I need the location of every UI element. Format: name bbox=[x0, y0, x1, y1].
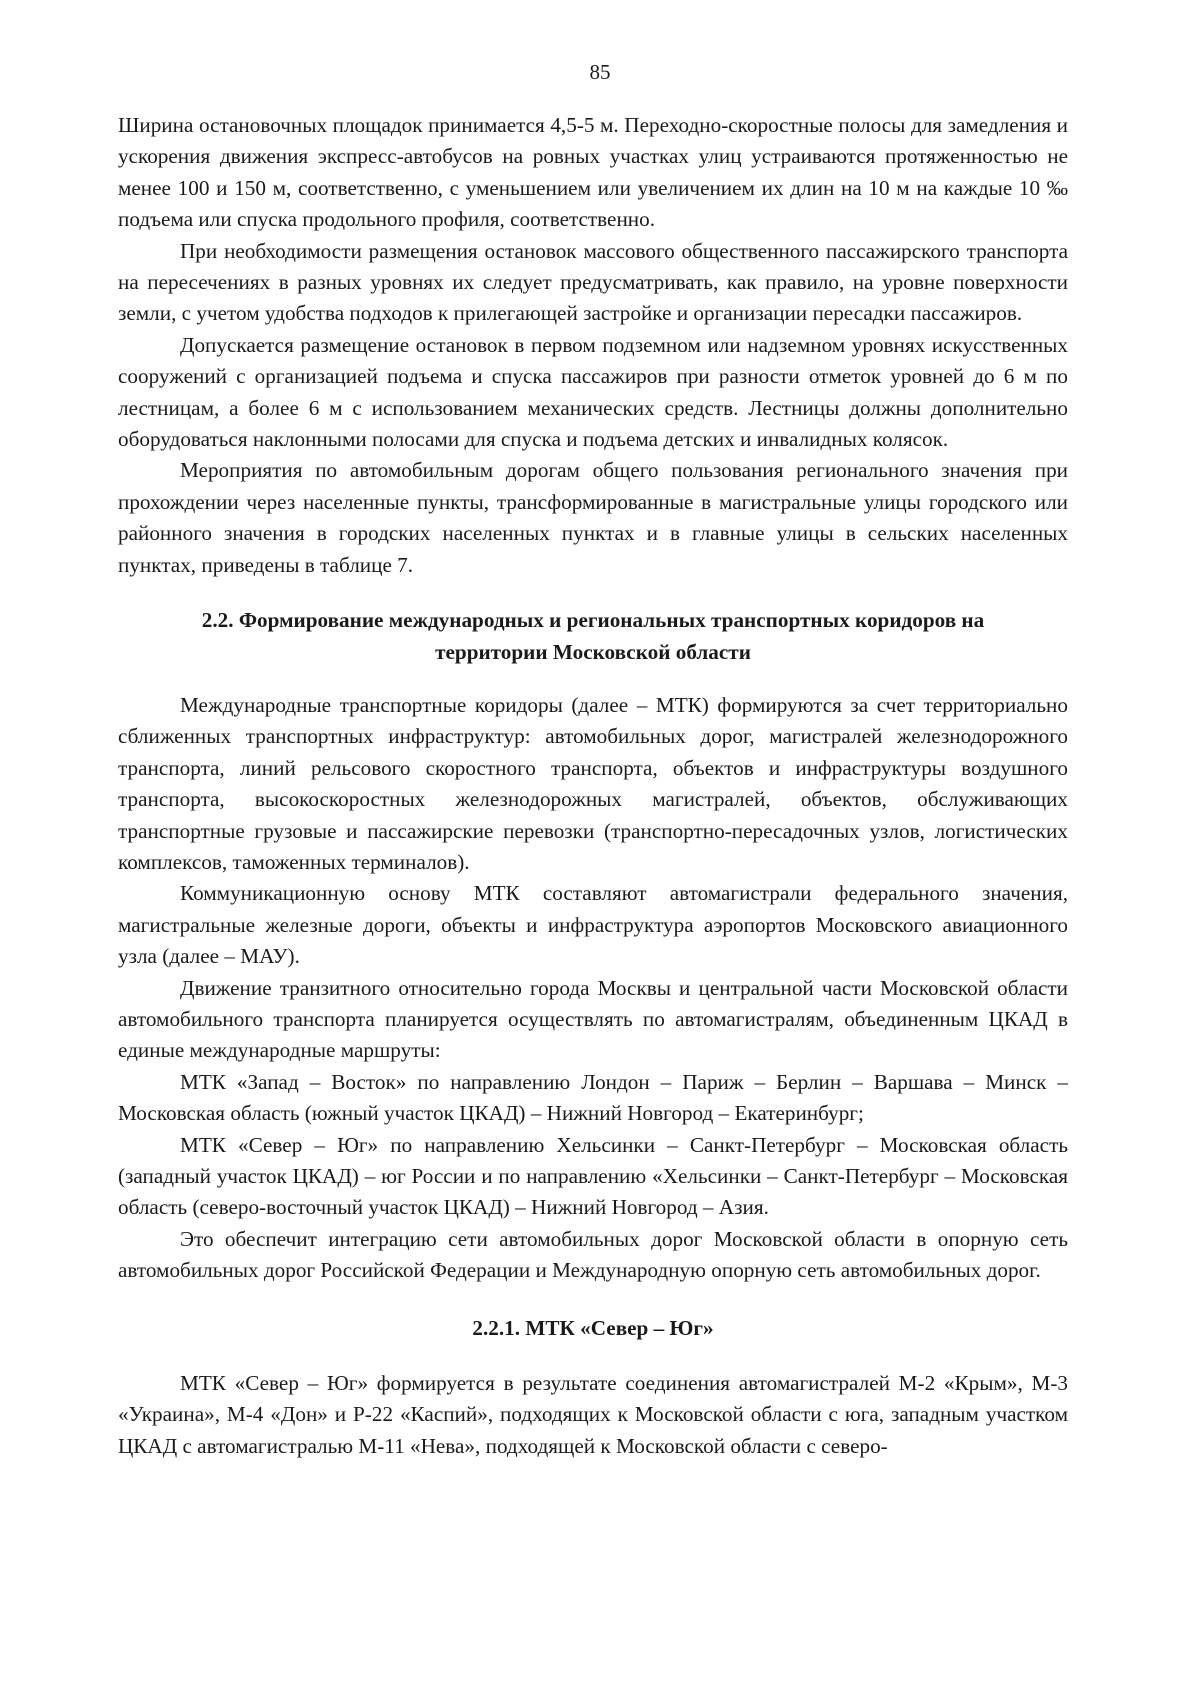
subsection-heading: 2.2.1. МТК «Север – Юг» bbox=[472, 1315, 714, 1340]
paragraph-grade-separated-stops: При необходимости размещения остановок массового общественного пассажирского транспорта на пересечениях в разных уровнях их следует предусматривать, как правило, на уровне поверхности земли, с учетом удобства подходов к прилегающей застройке и организации пересадки пассажиров. bbox=[118, 238, 1068, 326]
paragraph-integration: Это обеспечит интеграцию сети автомобильных дорог Московской области в опорную сеть автомобильных дорог Российской Федерации и Международную опорную сеть автомобильных дорог. bbox=[118, 1226, 1068, 1283]
paragraph-underground-stops: Допускается размещение остановок в первом подземном или надземном уровнях искусственных сооружений с организацией подъема и спуска пассажиров при разности отметок уровней до 6 м по лестницам, а более 6 м с использованием механических средств. Лестницы должны дополнительно оборудоваться наклонными полосами для спуска и подъема детских и инвалидных колясок. bbox=[118, 332, 1068, 452]
paragraph-mtk-north-south: МТК «Север – Юг» по направлению Хельсинки – Санкт-Петербург – Московская область (западный участок ЦКАД) – юг России и по направлению «Хельсинки – Санкт-Петербург – Московская область (северо-восточный участок ЦКАД) – Нижний Новгород – Азия. bbox=[118, 1132, 1068, 1220]
paragraph-regional-roads: Мероприятия по автомобильным дорогам общего пользования регионального значения при прохождении через населенные пункты, трансформированные в магистральные улицы городского или районного значения в городских населенных пунктах и в главные улицы в сельских населенных пунктах, приведены в таблице 7. bbox=[118, 458, 1068, 577]
page-content bbox=[118, 110, 1068, 1462]
page-number: 85 bbox=[589, 60, 611, 84]
paragraph-transit-movement: Движение транзитного относительно города Москвы и центральной части Московской области автомобильного транспорта планируется осуществлять по автомагистралям, объединенным ЦКАД в единые международные маршруты: bbox=[118, 975, 1068, 1063]
section-heading: 2.2. Формирование международных и региональных транспортных коридоров на территории Московской области bbox=[201, 608, 985, 664]
paragraph-mtk-west-east: МТК «Запад – Восток» по направлению Лондон – Париж – Берлин – Варшава – Минск – Московская область (южный участок ЦКАД) – Нижний Новгород – Екатеринбург; bbox=[118, 1069, 1068, 1126]
paragraph-mtk-definition: Международные транспортные коридоры (далее – МТК) формируются за счет территориально сближенных транспортных инфраструктур: автомобильных дорог, магистралей железнодорожного транспорта, линий рельсового скоростного транспорта, объектов и инфраструктуры воздушного транспорта, высокоскоростных железнодорожных магистралей, объектов, обслуживающих транспортные грузовые и пассажирские перевозки (транспортно-пересадочных узлов, логистических комплексов, таможенных терминалов). bbox=[118, 692, 1068, 874]
paragraph-stop-platforms: Ширина остановочных площадок принимается 4,5-5 м. Переходно-скоростные полосы для замедления и ускорения движения экспресс-автобусов на ровных участках улиц устраиваются протяженностью не менее 100 и 150 м, соответственно, с уменьшением или увеличением их длин на 10 м на каждые 10 ‰ подъема или спуска продольного профиля, соответственно. bbox=[118, 113, 1068, 232]
paragraph-mtk-basis: Коммуникационную основу МТК составляют автомагистрали федерального значения, магистральные железные дороги, объекты и инфраструктура аэропортов Московского авиационного узла (далее – МАУ). bbox=[118, 881, 1068, 969]
paragraph-north-south-formation: МТК «Север – Юг» формируется в результате соединения автомагистралей М-2 «Крым», М-3 «Украина», М-4 «Дон» и Р-22 «Каспий», подходящих к Московской области с юга, западным участком ЦКАД с автомагистралью М-11 «Нева», подходящей к Московской области с северо- bbox=[118, 1371, 1068, 1458]
